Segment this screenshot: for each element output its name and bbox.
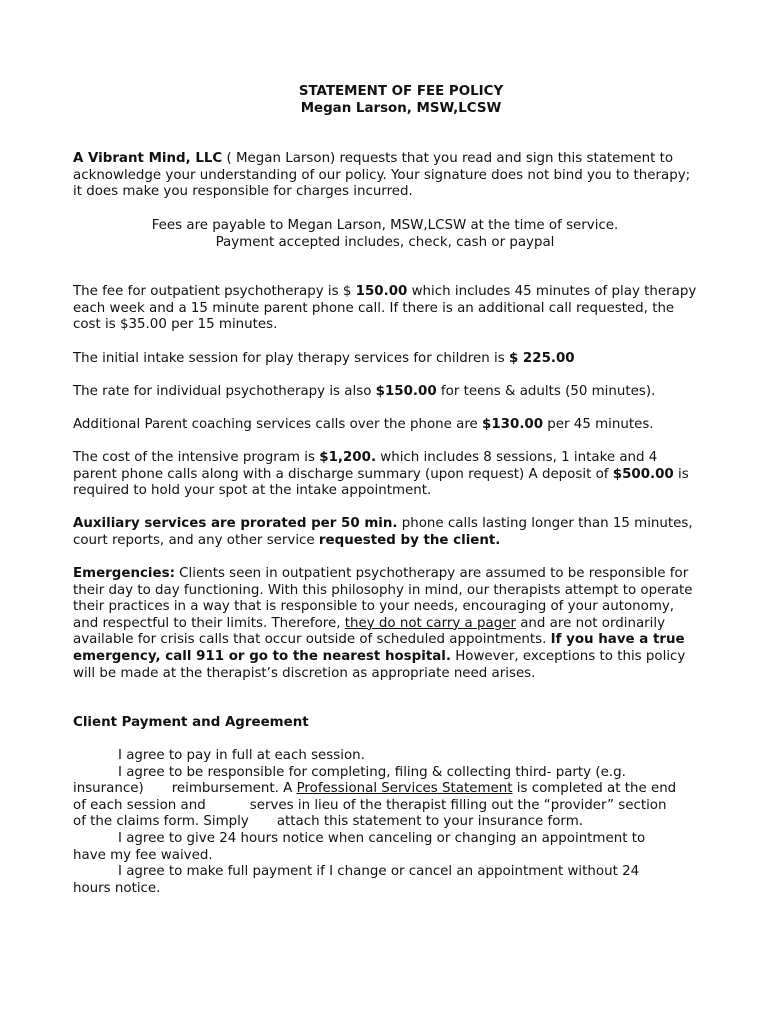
coaching-fee-amount: $130.00 [482,417,544,432]
agreement-item-3 [73,831,703,848]
intensive-fee-amount: $1,200. [319,450,377,465]
agreement-item-4 [73,864,703,881]
reimbursement-text: reimbursement. A [171,781,297,797]
agreement-heading [73,715,703,732]
claims-form-text: of the claims form. Simply [73,814,249,830]
individual-fee-paragraph [73,384,703,401]
coaching-fee-paragraph [73,417,703,434]
no-pager-note: they do not carry a pager [344,615,516,631]
intensive-deposit-amount: $500.00 [612,466,674,482]
serves-text: serves in lieu of the therapist filling out the “provider” section [249,797,667,813]
org-name: A Vibrant Mind, LLC [73,151,223,166]
outpatient-fee-amount: 150.00 [355,284,408,299]
auxiliary-services-paragraph [73,516,703,549]
professional-services-statement: Professional Services Statement [296,781,513,797]
coaching-fee-details: per 45 minutes. [543,417,654,432]
agreement-item-2-line-2 [73,781,703,798]
payment-note [73,218,697,252]
auxiliary-emphasis: requested by the client. [318,532,501,548]
intake-fee-amount: $ 225.00 [508,351,575,366]
attach-text: attach this statement to your insurance form. [276,814,584,830]
auxiliary-heading: Auxiliary services are prorated per 50 min. [73,516,398,531]
agreement-item-2-line-1: I agree to be responsible for completing, filing & collecting third- party (e.g. [118,764,626,780]
intensive-fee-text: The cost of the intensive program is [73,450,320,465]
emergency-instruction: If you have a true emergency, call 911 or go to the nearest hospital. [73,632,685,664]
agreement-item-2-line-3 [73,798,703,815]
outpatient-fee-text: The fee for outpatient psychotherapy is $ [73,284,356,299]
emergencies-text-1: Clients seen in outpatient psychotherapy are assumed to be responsible for their day to day functioning. With this philosophy in mind, our therapists attempt to operate their practices in a way that is responsible to your needs, encouraging of your autonomy, and respectful to their limits. Therefore, [73,566,693,631]
agreement-item-1-text: I agree to pay in full at each session. [118,748,365,763]
agreement-item-1 [73,748,703,765]
intake-fee-text: The initial intake session for play therapy services for children is [73,351,509,366]
emergencies-text-3: However, exceptions to this policy will be made at the therapist’s discretion as appropriate need arises. [73,648,686,681]
intensive-fee-details: which includes 8 sessions, 1 intake and 4 parent phone calls along with a discharge summary (upon request) A deposit of [73,450,658,482]
individual-fee-details: for teens & adults (50 minutes). [436,384,656,399]
outpatient-fee-paragraph [73,284,703,334]
agreement-item-3-line-1: I agree to give 24 hours notice when canceling or changing an appointment to [118,830,646,846]
individual-fee-text: The rate for individual psychotherapy is also [73,384,376,399]
agreement-item-4-line-1: I agree to make full payment if I change or cancel an appointment without 24 [118,864,640,880]
auxiliary-text: phone calls lasting longer than 15 minutes, court reports, and any other service [73,516,693,548]
intensive-program-paragraph [73,450,703,500]
agreement-item-2-line-4 [73,814,703,831]
emergencies-label: Emergencies: [73,566,175,581]
each-session-text: of each session and [73,797,206,813]
agreement-item-4-line-2: hours notice. [73,880,161,896]
emergencies-paragraph [73,566,703,682]
individual-fee-amount: $150.00 [375,384,437,399]
insurance-text: insurance) [73,781,144,797]
completed-text: is completed at the end [512,781,677,797]
intro-paragraph [73,151,703,201]
intake-fee-paragraph [73,351,703,368]
agreement-heading-text: Client Payment and Agreement [73,715,309,730]
intensive-deposit-details: is required to hold your spot at the intake appointment. [73,466,689,499]
payment-note-line-1: Fees are payable to Megan Larson, MSW,LCSW at the time of service. [151,218,619,233]
title-line-2: Megan Larson, MSW,LCSW [300,101,502,116]
agreement-list [73,748,703,897]
coaching-fee-text: Additional Parent coaching services calls over the phone are [73,417,483,432]
document-title [0,84,770,118]
outpatient-fee-details: which includes 45 minutes of play therapy each week and a 15 minute parent phone call. If there is an additional call requested, the cost is $35.00 per 15 minutes. [73,284,697,333]
agreement-item-2 [73,765,703,782]
intro-text: ( Megan Larson) requests that you read and sign this statement to acknowledge your understanding of our policy. Your signature does not bind you to therapy; it does make you responsible for charges incurred. [73,151,691,200]
payment-note-line-2: Payment accepted includes, check, cash or paypal [215,235,555,250]
agreement-item-3-line-2: have my fee waived. [73,847,213,863]
title-line-1: STATEMENT OF FEE POLICY [298,84,504,99]
emergencies-text-2: and are not ordinarily available for crisis calls that occur outside of scheduled appointments. [73,615,666,648]
